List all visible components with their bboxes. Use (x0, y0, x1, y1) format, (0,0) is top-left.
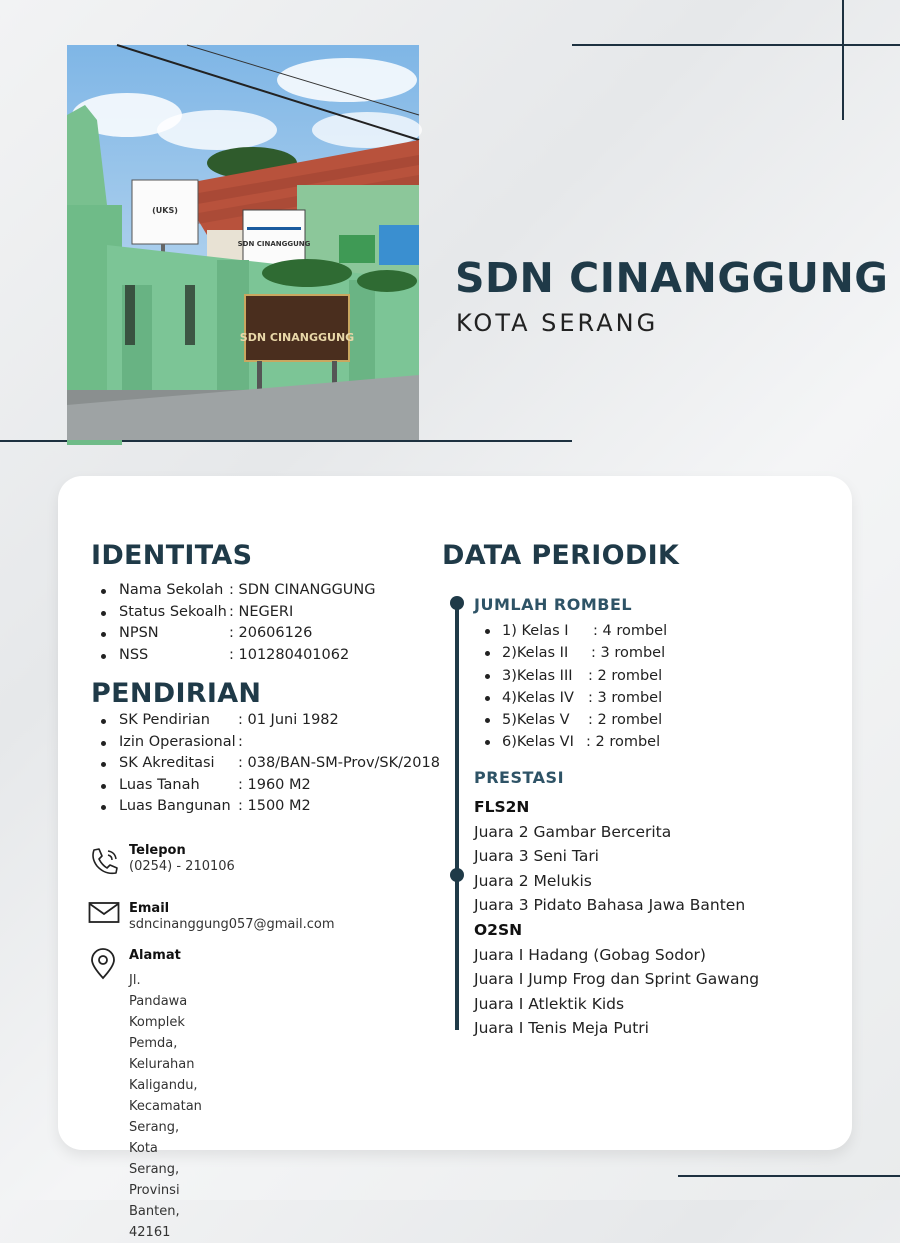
list-item (502, 709, 663, 731)
rombel-value: : 3 rombel (588, 689, 663, 706)
uks-sign-text: (UKS) (152, 206, 178, 215)
identitas-heading: IDENTITAS (91, 540, 253, 571)
prestasi-item: Juara 3 Pidato Bahasa Jawa Banten (474, 896, 746, 915)
list-item (119, 732, 243, 754)
item-value: : 20606126 (229, 625, 313, 641)
rombel-list (502, 620, 668, 754)
phone-value: (0254) - 210106 (129, 859, 235, 874)
list-item (502, 620, 668, 642)
pendirian-heading: PENDIRIAN (91, 678, 262, 709)
address-line: Jl. Pandawa Komplek Pemda, Kelurahan (129, 973, 195, 1072)
list-item (119, 796, 311, 818)
timeline-dot (450, 868, 464, 882)
prestasi-list (474, 795, 759, 1041)
identitas-list (119, 580, 376, 666)
item-value: : 1960 M2 (238, 776, 311, 793)
rombel-value: : 4 rombel (593, 623, 668, 639)
item-label: Luas Tanah (119, 776, 200, 793)
item-label: NPSN (119, 625, 159, 641)
list-item (502, 687, 663, 709)
kelas-label: 6)Kelas VI (502, 734, 574, 751)
list-item (119, 710, 339, 732)
rombel-value: : 2 rombel (586, 734, 661, 751)
list-item (119, 645, 350, 667)
item-value: : 038/BAN-SM-Prov/SK/2018 (238, 755, 440, 771)
address-title: Alamat (129, 948, 181, 963)
address-line: Provinsi Banten, 42161 (129, 1183, 180, 1240)
email-title: Email (129, 901, 170, 916)
list-item (119, 602, 294, 624)
prestasi-item: Juara I Jump Frog dan Sprint Gawang (474, 970, 760, 989)
top-right-horizontal-line (572, 44, 900, 46)
kelas-label: 1) Kelas I (502, 623, 569, 639)
top-right-vertical-line (842, 0, 844, 120)
main-sign-text: SDN CINANGGUNG (239, 331, 355, 344)
item-value: : (238, 733, 243, 750)
school-name-title: SDN CINANGGUNG (455, 254, 889, 302)
list-item (119, 753, 440, 775)
kelas-label: 4)Kelas IV (502, 689, 574, 706)
rombel-value: : 2 rombel (588, 712, 663, 729)
list-item (119, 775, 311, 797)
address-value (129, 970, 202, 1243)
list-item (119, 580, 376, 602)
item-label: Izin Operasional (119, 733, 236, 750)
address-line: Kaligandu, Kecamatan Serang, Kota Serang, (129, 1078, 202, 1177)
item-label: Luas Bangunan (119, 798, 231, 814)
prestasi-item: Juara I Tenis Meja Putri (474, 1019, 649, 1038)
kelas-label: 3)Kelas III (502, 667, 573, 684)
city-subtitle: KOTA SERANG (456, 309, 659, 337)
item-label: Status Sekoalh (119, 603, 227, 620)
item-value: : NEGERI (229, 603, 294, 620)
list-item (119, 623, 313, 645)
prestasi-item: Juara 3 Seni Tari (474, 847, 599, 866)
kelas-label: 2)Kelas II (502, 645, 569, 662)
o2sn-title: O2SN (474, 920, 523, 939)
envelope-icon (88, 901, 120, 925)
item-label: Nama Sekolah (119, 582, 224, 598)
email-value: sdncinanggung057@gmail.com (129, 917, 335, 932)
prestasi-item: Juara I Atlektik Kids (474, 994, 625, 1013)
list-item (502, 665, 663, 687)
item-value: : 01 Juni 1982 (238, 712, 339, 728)
fls2n-title: FLS2N (474, 798, 530, 816)
location-pin-icon (88, 948, 118, 980)
item-value: : 101280401062 (229, 646, 350, 663)
item-label: NSS (119, 646, 149, 663)
item-label: SK Akreditasi (119, 755, 215, 771)
item-value: : 1500 M2 (238, 798, 311, 814)
prestasi-item: Juara 2 Melukis (474, 871, 592, 890)
list-item (502, 642, 666, 664)
bottom-right-line (678, 1175, 900, 1177)
jumlah-rombel-heading: JUMLAH ROMBEL (474, 595, 633, 614)
small-sign-text: SDN CINANGGUNG (237, 240, 311, 248)
prestasi-item: Juara I Hadang (Gobag Sodor) (474, 945, 706, 964)
pendirian-list (119, 710, 440, 818)
timeline-dot (450, 596, 464, 610)
item-value: : SDN CINANGGUNG (229, 582, 376, 598)
rombel-value: : 3 rombel (591, 645, 666, 662)
prestasi-item: Juara 2 Gambar Bercerita (474, 822, 672, 841)
phone-title: Telepon (129, 843, 186, 858)
kelas-label: 5)Kelas V (502, 712, 570, 729)
item-label: SK Pendirian (119, 712, 210, 728)
school-photo (67, 45, 419, 440)
timeline-line (455, 602, 459, 1030)
rombel-value: : 2 rombel (588, 667, 663, 684)
phone-icon (88, 845, 122, 879)
list-item (502, 731, 661, 753)
prestasi-heading: PRESTASI (474, 768, 565, 787)
data-periodik-heading: DATA PERIODIK (442, 540, 680, 571)
